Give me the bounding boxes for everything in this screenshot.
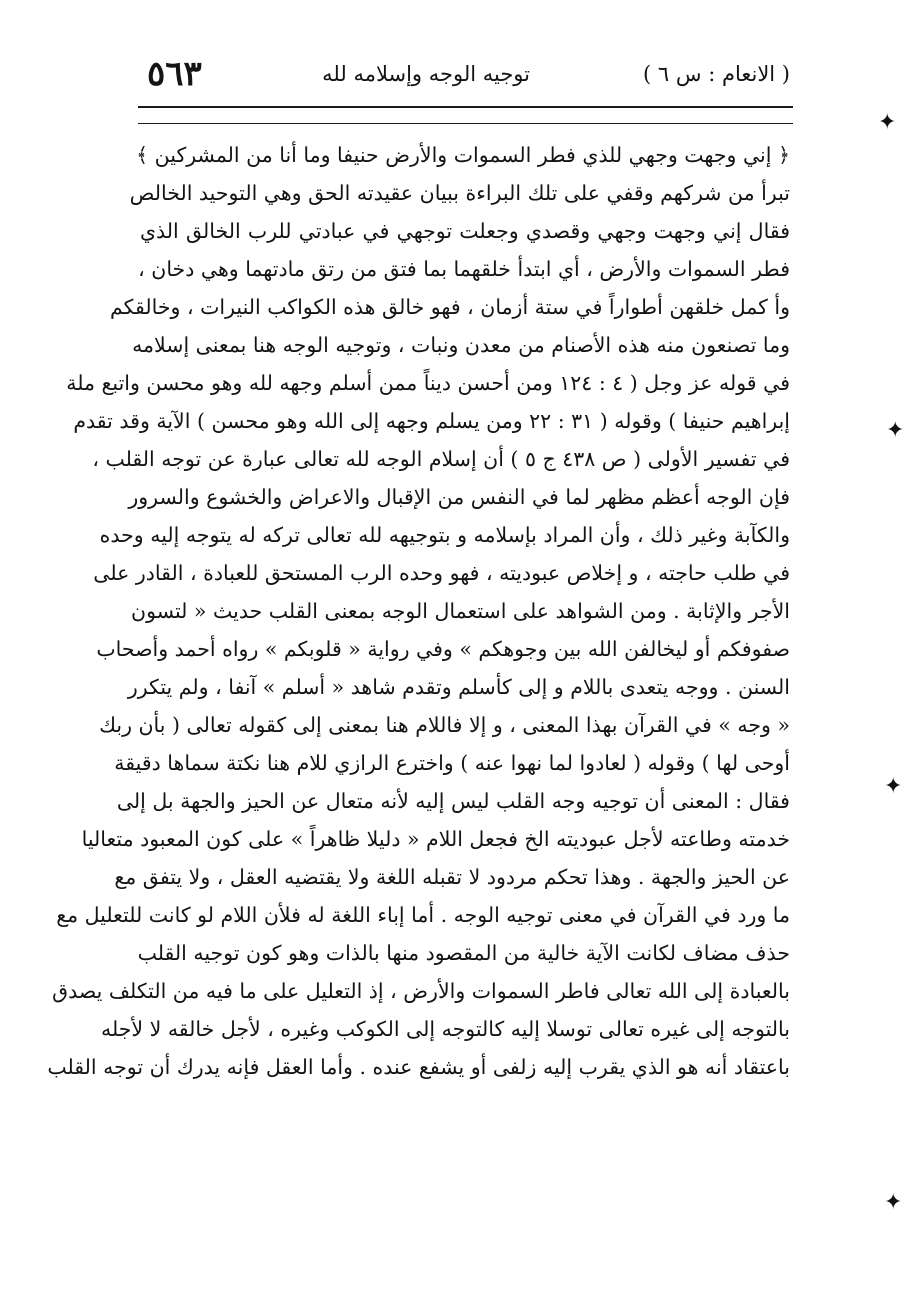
text-line: تبرأ من شركهم وقفي على تلك البراءة ببيان عقيدته الحق وهي التوحيد الخالص [129, 181, 790, 205]
text-line: السنن . ووجه يتعدى باللام و إلى كأسلم وتقدم شاهد « أسلم » آنفا ، ولم يتكرر [127, 675, 790, 699]
text-line: ما ورد في القرآن في معنى توجيه الوجه . أما إباء اللغة له فلأن اللام لو كانت للتعليل مع [56, 903, 790, 927]
chapter-reference: ( الانعام : س ٦ ) [643, 62, 790, 86]
text-line: فإن الوجه أعظم مظهر لما في النفس من الإقبال والاعراض والخشوع والسرور [128, 485, 790, 509]
text-line: في تفسير الأولى ( ص ٤٣٨ ج ٥ ) أن إسلام الوجه لله تعالى عبارة عن توجه القلب ، [92, 447, 790, 471]
text-line: فطر السموات والأرض ، أي ابتدأ خلقهما بما فتق من رتق مادتهما وهي دخان ، [138, 257, 790, 281]
header-rule-thin [138, 123, 793, 124]
text-line: ﴿ إني وجهت وجهي للذي فطر السموات والأرض حنيفا وما أنا من المشركين ﴾ [136, 143, 790, 167]
text-line: بالتوجه إلى غيره تعالى توسلا إليه كالتوجه إلى الكوكب وغيره ، لأجل خالقه لا لأجله [100, 1017, 790, 1041]
text-line: باعتقاد أنه هو الذي يقرب إليه زلفى أو يشفع عنده . وأما العقل فإنه يدرك أن توجه القلب [47, 1055, 790, 1079]
text-line: « وجه » في القرآن بهذا المعنى ، و إلا فاللام هنا بمعنى إلى كقوله تعالى ( بأن ربك [99, 713, 790, 737]
text-line: فقال : المعنى أن توجيه وجه القلب ليس إليه لأنه متعال عن الحيز والجهة بل إلى [116, 789, 790, 813]
text-line: والكآبة وغير ذلك ، وأن المراد بإسلامه و بتوجيهه لله تعالى تركه له يتوجه إليه وحده [99, 523, 790, 547]
header-rule [138, 106, 793, 108]
text-line: عن الحيز والجهة . وهذا تحكم مردود لا تقبله اللغة ولا يقتضيه العقل ، ولا يتفق مع [114, 865, 790, 889]
margin-mark-icon: ✦ [886, 418, 905, 443]
text-line: إبراهيم حنيفا ) وقوله ( ٣١ : ٢٢ ومن يسلم وجهه إلى الله وهو محسن ) الآية وقد تقدم [73, 409, 790, 433]
margin-mark-icon: ✦ [878, 110, 897, 135]
body-text [47, 136, 790, 1086]
text-line: وما تصنعون منه هذه الأصنام من معدن ونبات ، وتوجيه الوجه هنا بمعنى إسلامه [132, 333, 790, 357]
text-line: فقال إني وجهت وجهي وقصدي وجعلت توجهي في عبادتي للرب الخالق الذي [140, 219, 790, 243]
text-line: وأ كمل خلقهن أطواراً في ستة أزمان ، فهو خالق هذه الكواكب النيرات ، وخالقكم [110, 295, 790, 319]
text-line: صفوفكم أو ليخالفن الله بين وجوهكم » وفي رواية « قلوبكم » رواه أحمد وأصحاب [96, 637, 790, 661]
text-line: أوحى لها ) وقوله ( لعادوا لما نهوا عنه ) واخترع الرازي للام هنا نكتة سماها دقيقة [114, 751, 790, 775]
margin-mark-icon: ✦ [884, 1190, 903, 1215]
text-line: حذف مضاف لكانت الآية خالية من المقصود منها بالذات وهو كون توجيه القلب [137, 941, 790, 965]
page-number: ٥٦٣ [147, 54, 202, 94]
text-line: في قوله عز وجل ( ٤ : ١٢٤ ومن أحسن ديناً ممن أسلم وجهه لله وهو محسن واتبع ملة [66, 371, 790, 395]
page-header [135, 52, 790, 102]
text-line: خدمته وطاعته لأجل عبوديته الخ فجعل اللام « دليلا ظاهراً » على كون المعبود متعاليا [81, 827, 790, 851]
section-title: توجيه الوجه وإسلامه لله [322, 62, 530, 86]
margin-mark-icon: ✦ [884, 774, 903, 799]
text-line: في طلب حاجته ، و إخلاص عبوديته ، فهو وحده الرب المستحق للعبادة ، القادر على [93, 561, 790, 585]
text-line: بالعبادة إلى الله تعالى فاطر السموات والأرض ، إذ التعليل على ما فيه من التكلف يصدق [52, 979, 790, 1003]
text-line: الأجر والإثابة . ومن الشواهد على استعمال الوجه بمعنى القلب حديث « لتسون [131, 599, 790, 623]
